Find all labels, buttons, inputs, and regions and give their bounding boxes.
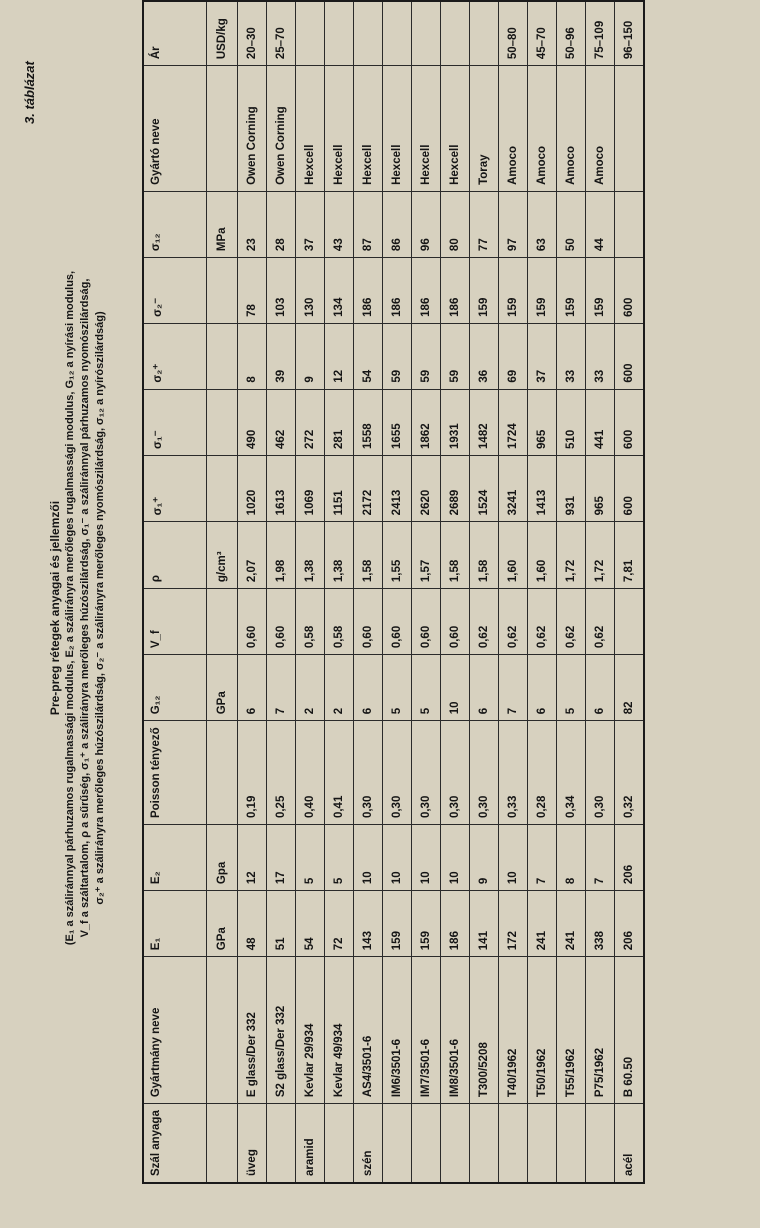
cell-e1: 48 <box>238 891 267 957</box>
table-row <box>267 1 296 1183</box>
cell-e2: 10 <box>354 825 383 891</box>
cell-nev: P75/1962 <box>586 957 615 1104</box>
cell-s2p: 59 <box>412 323 441 389</box>
cell-gyarto: Amoco <box>586 66 615 192</box>
table-row <box>470 1 499 1183</box>
unit-vf <box>207 589 238 655</box>
unit-s2p <box>207 323 238 389</box>
unit-ar: USD/kg <box>207 1 238 66</box>
cell-s2m: 134 <box>325 258 354 324</box>
cell-s2p: 39 <box>267 323 296 389</box>
cell-s1m: 600 <box>615 389 645 455</box>
cell-e2: 12 <box>238 825 267 891</box>
cell-s1p: 1413 <box>528 455 557 521</box>
cell-s1m: 1862 <box>412 389 441 455</box>
cell-s12: 86 <box>383 191 412 257</box>
table-row <box>238 1 267 1183</box>
cell-anyag: üveg <box>238 1104 267 1183</box>
cell-s1p: 3241 <box>499 455 528 521</box>
cell-nev: IM8/3501-6 <box>441 957 470 1104</box>
table-row <box>325 1 354 1183</box>
header-anyag: Szál anyaga <box>143 1104 207 1183</box>
cell-e2: 10 <box>412 825 441 891</box>
table-row <box>441 1 470 1183</box>
cell-poisson: 0,25 <box>267 721 296 825</box>
table-row <box>499 1 528 1183</box>
cell-g12: 82 <box>615 655 645 721</box>
cell-s1p: 1524 <box>470 455 499 521</box>
cell-vf: 0,60 <box>412 589 441 655</box>
unit-rho: g/cm³ <box>207 522 238 589</box>
cell-vf <box>615 589 645 655</box>
unit-s1m <box>207 389 238 455</box>
cell-nev: T50/1962 <box>528 957 557 1104</box>
cell-rho: 1,60 <box>528 522 557 589</box>
cell-vf: 0,60 <box>238 589 267 655</box>
cell-vf: 0,62 <box>586 589 615 655</box>
cell-vf: 0,58 <box>325 589 354 655</box>
cell-poisson: 0,30 <box>586 721 615 825</box>
cell-rho: 1,57 <box>412 522 441 589</box>
cell-s12 <box>615 191 645 257</box>
header-nev: Gyártmány neve <box>143 957 207 1104</box>
cell-poisson: 0,19 <box>238 721 267 825</box>
cell-vf: 0,60 <box>441 589 470 655</box>
cell-s2p: 600 <box>615 323 645 389</box>
cell-gyarto: Hexcell <box>383 66 412 192</box>
header-s12: σ₁₂ <box>143 191 207 257</box>
unit-e2: Gpa <box>207 825 238 891</box>
cell-s1p: 931 <box>557 455 586 521</box>
cell-e2: 8 <box>557 825 586 891</box>
cell-nev: S2 glass/Der 332 <box>267 957 296 1104</box>
cell-poisson: 0,32 <box>615 721 645 825</box>
cell-s12: 43 <box>325 191 354 257</box>
table-row <box>586 1 615 1183</box>
cell-s2p: 9 <box>296 323 325 389</box>
cell-s12: 96 <box>412 191 441 257</box>
cell-poisson: 0,33 <box>499 721 528 825</box>
cell-e2: 7 <box>586 825 615 891</box>
cell-anyag: acél <box>615 1104 645 1183</box>
cell-s2m: 159 <box>470 258 499 324</box>
cell-s2p: 36 <box>470 323 499 389</box>
unit-anyag <box>207 1104 238 1183</box>
cell-anyag <box>499 1104 528 1183</box>
cell-gyarto: Amoco <box>499 66 528 192</box>
cell-vf: 0,60 <box>383 589 412 655</box>
cell-g12: 6 <box>238 655 267 721</box>
cell-s1m: 510 <box>557 389 586 455</box>
cell-poisson: 0,28 <box>528 721 557 825</box>
cell-poisson: 0,30 <box>354 721 383 825</box>
cell-nev: T55/1962 <box>557 957 586 1104</box>
cell-anyag <box>557 1104 586 1183</box>
header-s2m: σ₂⁻ <box>143 258 207 324</box>
header-gyarto: Gyártó neve <box>143 66 207 192</box>
header-g12: G₁₂ <box>143 655 207 721</box>
cell-s12: 80 <box>441 191 470 257</box>
cell-e2: 206 <box>615 825 645 891</box>
cell-nev: T300/5208 <box>470 957 499 1104</box>
header-vf: V_f <box>143 589 207 655</box>
cell-s1p: 2689 <box>441 455 470 521</box>
cell-g12: 6 <box>354 655 383 721</box>
header-s1p: σ₁⁺ <box>143 455 207 521</box>
cell-e2: 17 <box>267 825 296 891</box>
cell-s1p: 2172 <box>354 455 383 521</box>
cell-s1p: 1069 <box>296 455 325 521</box>
prepreg-table <box>142 0 645 1184</box>
unit-s2m <box>207 258 238 324</box>
units-row <box>207 1 238 1183</box>
cell-s2p: 33 <box>586 323 615 389</box>
cell-s2p: 12 <box>325 323 354 389</box>
cell-s1m: 441 <box>586 389 615 455</box>
cell-s12: 97 <box>499 191 528 257</box>
cell-s1p: 1020 <box>238 455 267 521</box>
unit-s12: MPa <box>207 191 238 257</box>
cell-s1m: 965 <box>528 389 557 455</box>
cell-s2m: 103 <box>267 258 296 324</box>
cell-nev: T40/1962 <box>499 957 528 1104</box>
cell-e1: 72 <box>325 891 354 957</box>
cell-gyarto: Owen Corning <box>238 66 267 192</box>
cell-e2: 10 <box>383 825 412 891</box>
cell-s2m: 159 <box>528 258 557 324</box>
cell-poisson: 0,40 <box>296 721 325 825</box>
cell-ar <box>470 1 499 66</box>
unit-g12: GPa <box>207 655 238 721</box>
cell-s12: 63 <box>528 191 557 257</box>
cell-anyag <box>528 1104 557 1183</box>
cell-vf: 0,62 <box>557 589 586 655</box>
cell-anyag <box>325 1104 354 1183</box>
cell-s12: 87 <box>354 191 383 257</box>
cell-ar: 25–70 <box>267 1 296 66</box>
cell-nev: B 60.50 <box>615 957 645 1104</box>
cell-ar: 75–109 <box>586 1 615 66</box>
cell-gyarto: Hexcell <box>412 66 441 192</box>
cell-ar: 96–150 <box>615 1 645 66</box>
header-rho: ρ <box>143 522 207 589</box>
unit-s1p <box>207 455 238 521</box>
cell-rho: 1,98 <box>267 522 296 589</box>
cell-s1m: 272 <box>296 389 325 455</box>
cell-vf: 0,60 <box>267 589 296 655</box>
cell-e1: 186 <box>441 891 470 957</box>
cell-s2m: 78 <box>238 258 267 324</box>
header-row <box>143 1 207 1183</box>
cell-e1: 241 <box>528 891 557 957</box>
cell-ar: 50–80 <box>499 1 528 66</box>
cell-s1p: 965 <box>586 455 615 521</box>
cell-s1m: 1724 <box>499 389 528 455</box>
cell-s1p: 1613 <box>267 455 296 521</box>
cell-e1: 338 <box>586 891 615 957</box>
cell-s1m: 1655 <box>383 389 412 455</box>
cell-nev: AS4/3501-6 <box>354 957 383 1104</box>
cell-vf: 0,62 <box>528 589 557 655</box>
cell-rho: 1,72 <box>557 522 586 589</box>
cell-s1m: 1558 <box>354 389 383 455</box>
cell-gyarto: Hexcell <box>354 66 383 192</box>
unit-poisson <box>207 721 238 825</box>
cell-s2m: 159 <box>586 258 615 324</box>
cell-poisson: 0,34 <box>557 721 586 825</box>
cell-rho: 1,58 <box>470 522 499 589</box>
cell-rho: 2,07 <box>238 522 267 589</box>
cell-nev: Kevlar 49/934 <box>325 957 354 1104</box>
cell-s1m: 1931 <box>441 389 470 455</box>
cell-e1: 143 <box>354 891 383 957</box>
cell-gyarto: Amoco <box>528 66 557 192</box>
cell-s1p: 1151 <box>325 455 354 521</box>
cell-s12: 23 <box>238 191 267 257</box>
cell-vf: 0,62 <box>470 589 499 655</box>
cell-rho: 1,58 <box>441 522 470 589</box>
cell-e1: 206 <box>615 891 645 957</box>
cell-poisson: 0,30 <box>470 721 499 825</box>
cell-e1: 241 <box>557 891 586 957</box>
cell-g12: 7 <box>499 655 528 721</box>
cell-ar: 45–70 <box>528 1 557 66</box>
cell-e2: 10 <box>441 825 470 891</box>
cell-s12: 44 <box>586 191 615 257</box>
cell-ar: 50–96 <box>557 1 586 66</box>
cell-nev: E glass/Der 332 <box>238 957 267 1104</box>
cell-vf: 0,58 <box>296 589 325 655</box>
cell-s1p: 600 <box>615 455 645 521</box>
cell-e1: 159 <box>412 891 441 957</box>
cell-rho: 7,81 <box>615 522 645 589</box>
caption-title: Pre-preg rétegek anyagai és jellemzői <box>48 500 62 716</box>
cell-g12: 2 <box>325 655 354 721</box>
cell-g12: 6 <box>528 655 557 721</box>
cell-ar: 20–30 <box>238 1 267 66</box>
cell-e2: 5 <box>325 825 354 891</box>
cell-ar <box>296 1 325 66</box>
cell-g12: 6 <box>586 655 615 721</box>
cell-rho: 1,60 <box>499 522 528 589</box>
cell-s2m: 130 <box>296 258 325 324</box>
cell-s2m: 186 <box>354 258 383 324</box>
cell-vf: 0,62 <box>499 589 528 655</box>
cell-g12: 7 <box>267 655 296 721</box>
cell-s2p: 59 <box>441 323 470 389</box>
table-row <box>615 1 645 1183</box>
cell-anyag <box>470 1104 499 1183</box>
cell-s2p: 69 <box>499 323 528 389</box>
cell-g12: 5 <box>412 655 441 721</box>
cell-g12: 5 <box>383 655 412 721</box>
caption-line-2: (E₁ a száliránnyal párhuzamos rugalmassági modulus, E₂ a szálirányra merőleges rugalmassági modulus, G₁₂ a nyírási modulus, <box>64 270 76 946</box>
unit-e1: GPa <box>207 891 238 957</box>
cell-s2p: 59 <box>383 323 412 389</box>
cell-e2: 5 <box>296 825 325 891</box>
cell-e1: 172 <box>499 891 528 957</box>
cell-g12: 10 <box>441 655 470 721</box>
cell-anyag <box>267 1104 296 1183</box>
table-row <box>296 1 325 1183</box>
cell-s12: 28 <box>267 191 296 257</box>
cell-gyarto: Hexcell <box>325 66 354 192</box>
cell-gyarto: Owen Corning <box>267 66 296 192</box>
cell-e1: 159 <box>383 891 412 957</box>
cell-rho: 1,55 <box>383 522 412 589</box>
cell-s2m: 159 <box>499 258 528 324</box>
cell-s12: 77 <box>470 191 499 257</box>
cell-s2m: 186 <box>441 258 470 324</box>
cell-nev: IM7/3501-6 <box>412 957 441 1104</box>
cell-ar <box>383 1 412 66</box>
cell-s12: 50 <box>557 191 586 257</box>
cell-poisson: 0,41 <box>325 721 354 825</box>
cell-poisson: 0,30 <box>441 721 470 825</box>
cell-gyarto: Amoco <box>557 66 586 192</box>
cell-rho: 1,58 <box>354 522 383 589</box>
cell-s1m: 462 <box>267 389 296 455</box>
table-caption <box>48 138 108 1078</box>
header-s2p: σ₂⁺ <box>143 323 207 389</box>
cell-s2m: 186 <box>383 258 412 324</box>
unit-gyarto <box>207 66 238 192</box>
table-row <box>383 1 412 1183</box>
cell-gyarto: Hexcell <box>296 66 325 192</box>
cell-rho: 1,72 <box>586 522 615 589</box>
cell-s2m: 186 <box>412 258 441 324</box>
table-body <box>238 1 645 1183</box>
cell-gyarto: Hexcell <box>441 66 470 192</box>
cell-g12: 2 <box>296 655 325 721</box>
header-poisson: Poisson tényező <box>143 721 207 825</box>
cell-nev: Kevlar 29/934 <box>296 957 325 1104</box>
cell-anyag <box>412 1104 441 1183</box>
table-row <box>557 1 586 1183</box>
header-ar: Ár <box>143 1 207 66</box>
header-e1: E₁ <box>143 891 207 957</box>
cell-anyag: aramid <box>296 1104 325 1183</box>
cell-rho: 1,38 <box>296 522 325 589</box>
header-s1m: σ₁⁻ <box>143 389 207 455</box>
header-e2: E₂ <box>143 825 207 891</box>
cell-s1m: 490 <box>238 389 267 455</box>
cell-e2: 10 <box>499 825 528 891</box>
cell-s2p: 8 <box>238 323 267 389</box>
cell-s1m: 281 <box>325 389 354 455</box>
table-row <box>412 1 441 1183</box>
cell-s12: 37 <box>296 191 325 257</box>
cell-nev: IM6/3501-6 <box>383 957 412 1104</box>
cell-s2p: 33 <box>557 323 586 389</box>
cell-s1p: 2620 <box>412 455 441 521</box>
cell-e1: 141 <box>470 891 499 957</box>
cell-e2: 7 <box>528 825 557 891</box>
cell-ar <box>441 1 470 66</box>
cell-s2p: 54 <box>354 323 383 389</box>
cell-rho: 1,38 <box>325 522 354 589</box>
cell-e1: 51 <box>267 891 296 957</box>
cell-vf: 0,60 <box>354 589 383 655</box>
caption-line-3: V_f a száltartalom, ρ a sűrűség, σ₁⁺ a szálirányra merőleges húzószilárdság, σ₁⁻ a száliránnyal párhuzamos nyomószilárdság, <box>79 278 91 938</box>
cell-g12: 6 <box>470 655 499 721</box>
cell-s1m: 1482 <box>470 389 499 455</box>
cell-gyarto <box>615 66 645 192</box>
caption-line-4: σ₂⁺ a szálirányra merőleges húzószilárdság, σ₂⁻ a szálirányra merőleges nyomószilárdság, σ₁₂ a nyírószilárdság) <box>94 311 106 905</box>
cell-ar <box>354 1 383 66</box>
cell-g12: 5 <box>557 655 586 721</box>
cell-anyag <box>383 1104 412 1183</box>
cell-s2m: 159 <box>557 258 586 324</box>
cell-anyag <box>586 1104 615 1183</box>
cell-gyarto: Toray <box>470 66 499 192</box>
cell-poisson: 0,30 <box>412 721 441 825</box>
cell-ar <box>325 1 354 66</box>
cell-s2p: 37 <box>528 323 557 389</box>
cell-e1: 54 <box>296 891 325 957</box>
cell-ar <box>412 1 441 66</box>
cell-e2: 9 <box>470 825 499 891</box>
cell-s2m: 600 <box>615 258 645 324</box>
cell-anyag <box>441 1104 470 1183</box>
cell-anyag: szén <box>354 1104 383 1183</box>
table-row <box>354 1 383 1183</box>
table-row <box>528 1 557 1183</box>
table-number: 3. táblázat <box>22 61 37 124</box>
cell-poisson: 0,30 <box>383 721 412 825</box>
unit-nev <box>207 957 238 1104</box>
cell-s1p: 2413 <box>383 455 412 521</box>
